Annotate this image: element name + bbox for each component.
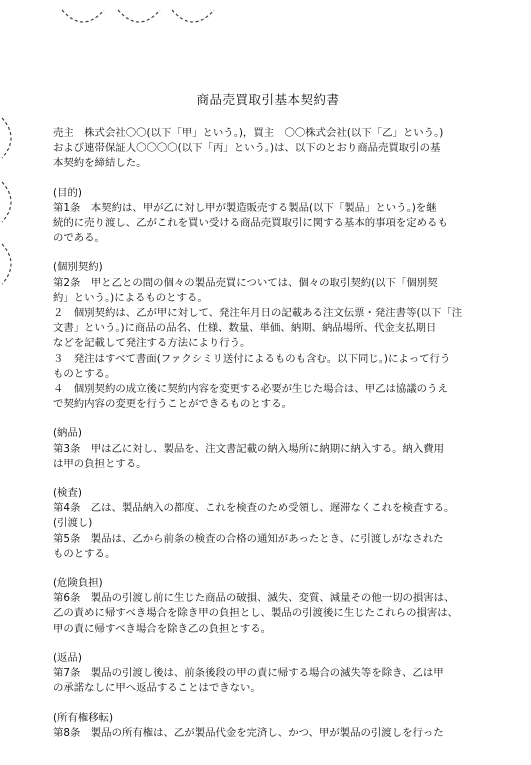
- article-body: [53, 501, 483, 516]
- article-line: 文書」という。)に商品の品名、仕様、数量、単価、納期、納品場所、代金支払期日: [53, 322, 437, 335]
- binding-marks-top: [60, 4, 230, 30]
- article-line: ３ 発注はすべて書面(ファクシミリ送付によるものも含む。以下同じ。)によって行う: [53, 352, 451, 365]
- intro-paragraph: [53, 126, 483, 172]
- article-section: [53, 651, 483, 697]
- article-line: 甲の責に帰すべき場合を除き乙の負担とする。: [53, 622, 271, 635]
- article-section: [53, 186, 483, 247]
- article-line: 第1条 本契約は、甲が乙に対し甲が製造販売する製品(以下「製品」という。)を継: [53, 201, 437, 214]
- article-heading: (目的): [53, 186, 82, 199]
- article-line: 第3条 甲は乙に対し、製品を、注文書記載の納入場所に納期に納入する。納入費用: [53, 442, 445, 455]
- article-section: [53, 486, 483, 516]
- document-title: 商品売買取引基本契約書: [196, 92, 340, 107]
- article-section: [53, 260, 483, 412]
- intro-line: および連帯保証人〇〇〇〇(以下「丙」という。)は、以下のとおり商品売買取引の基: [53, 142, 441, 155]
- article-line: 第6条 製品の引渡し前に生じた商品の破損、滅失、変質、減量その他一切の損害は、: [53, 592, 455, 605]
- article-line: ものとする。: [53, 547, 116, 560]
- article-line: などを記載して発注する方法により行う。: [53, 337, 251, 350]
- article-heading: (納品): [53, 427, 82, 440]
- intro-line: 売主 株式会社〇〇(以下「甲」という。)，買主 〇〇株式会社(以下「乙」という。): [53, 127, 444, 139]
- article-line: ２ 個別契約は、乙が甲に対して、発注年月日の記載ある注文伝票・発注書等(以下「注: [53, 307, 463, 320]
- article-heading: (危険負担): [53, 577, 103, 590]
- article-heading: (個別契約): [53, 261, 103, 274]
- article-section: [53, 426, 483, 472]
- article-line: のである。: [53, 232, 105, 245]
- article-line: 第2条 甲と乙との間の個々の製品売買については、個々の取引契約(以下「個別契: [53, 276, 438, 289]
- article-line: 約」という。)によるものとする。: [53, 291, 208, 304]
- article-heading: (引渡し): [53, 517, 93, 530]
- article-line: 乙の責めに帰すべき場合を除き甲の負担とし、製品の引渡後に生じたこれらの損害は、: [53, 607, 459, 620]
- binding-marks-left: [0, 110, 20, 290]
- article-line: ものとする。: [53, 367, 116, 380]
- article-heading: (返品): [53, 651, 82, 664]
- article-body: [53, 442, 483, 472]
- article-line: 続的に売り渡し、乙がこれを買い受ける商品売買取引に関する基本的事項を定めるも: [53, 217, 448, 230]
- article-line: の承諾なしに甲へ返品することはできない。: [53, 682, 261, 695]
- article-line: 第5条 製品は、乙から前条の検査の合格の通知があったとき、に引渡しがなされた: [53, 532, 444, 545]
- article-body: [53, 591, 483, 637]
- contract-document: [53, 90, 483, 741]
- article-section: [53, 711, 483, 741]
- article-section: [53, 516, 483, 562]
- article-line: ４ 個別契約の成立後に契約内容を変更する必要が生じた場合は、甲乙は協議のうえ: [53, 383, 448, 396]
- article-heading: (所有権移転): [53, 711, 114, 724]
- article-line: で契約内容の変更を行うことができるものとする。: [53, 398, 292, 411]
- article-body: [53, 201, 483, 247]
- intro-line: 本契約を締結した。: [53, 157, 147, 170]
- articles: [53, 186, 483, 741]
- article-line: は甲の負担とする。: [53, 457, 147, 470]
- article-body: [53, 726, 483, 741]
- article-line: 第4条 乙は、製品納入の都度、これを検査のため受領し、遅滞なくこれを検査する。: [53, 502, 455, 515]
- article-body: [53, 276, 483, 413]
- article-line: 第8条 製品の所有権は、乙が製品代金を完済し、かつ、甲が製品の引渡しを行った: [53, 726, 444, 739]
- article-section: [53, 576, 483, 637]
- article-body: [53, 666, 483, 696]
- article-body: [53, 532, 483, 562]
- article-heading: (検査): [53, 487, 82, 500]
- article-line: 第7条 製品の引渡し後は、前条後段の甲の責に帰する場合の滅失等を除き、乙は甲: [53, 667, 444, 680]
